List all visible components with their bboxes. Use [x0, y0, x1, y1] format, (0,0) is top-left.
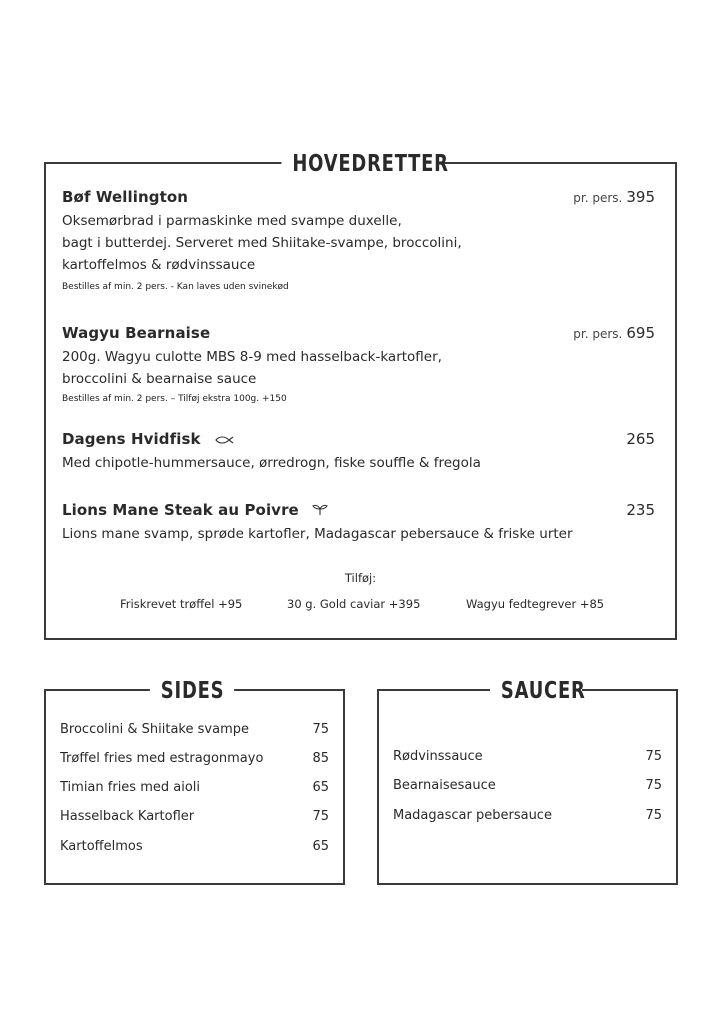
side-price: 75	[312, 809, 329, 824]
dish-name: Lions Mane Steak au Poivre	[62, 501, 299, 519]
sides-title: SIDES	[150, 677, 234, 705]
side-price: 65	[312, 839, 329, 854]
dish-name-wrap	[62, 430, 234, 449]
dish-name: Bøf Wellington	[62, 188, 189, 206]
side-label: Broccolini & Shiitake svampe	[60, 722, 249, 737]
price-unit: pr. pers.	[573, 191, 623, 205]
side-label: Timian fries med aioli	[60, 780, 201, 795]
sprout-icon	[312, 502, 328, 520]
addon-item: Wagyu fedtegrever +85	[466, 597, 605, 611]
dish-price	[573, 188, 655, 206]
addon-item: 30 g. Gold caviar +395	[287, 597, 421, 611]
addon-item: Friskrevet trøffel +95	[120, 597, 243, 611]
dish-name: Dagens Hvidfisk	[62, 430, 201, 448]
sauce-price: 75	[645, 808, 662, 823]
side-price: 85	[312, 751, 329, 766]
dish-price	[573, 324, 655, 342]
main-courses-title: HOVEDRETTER	[281, 150, 440, 178]
price-value: 695	[626, 324, 655, 342]
price-unit: pr. pers.	[573, 327, 623, 341]
sauce-label: Bearnaisesauce	[393, 778, 496, 793]
dish-desc-line: Oksemørbrad i parmaskinke med svampe duxelle,	[62, 213, 402, 229]
dish-note: Bestilles af min. 2 pers. - Kan laves uden svinekød	[62, 282, 289, 292]
side-label: Hasselback Kartofler	[60, 809, 195, 824]
dish-desc-line: Lions mane svamp, sprøde kartofler, Madagascar pebersauce & friske urter	[62, 526, 573, 542]
sauce-price: 75	[645, 749, 662, 764]
side-label: Kartoffelmos	[60, 839, 143, 854]
sauce-label: Rødvinssauce	[393, 749, 483, 764]
price-value: 395	[626, 188, 655, 206]
dish-note: Bestilles af min. 2 pers. – Tilføj ekstra 100g. +150	[62, 394, 287, 404]
sides-box	[44, 678, 345, 885]
saucer-box	[377, 678, 678, 885]
sauce-price: 75	[645, 778, 662, 793]
dish-name-wrap	[62, 501, 328, 520]
side-price: 65	[312, 780, 329, 795]
dish-price: 235	[626, 501, 655, 519]
dish-name: Wagyu Bearnaise	[62, 324, 211, 342]
side-label: Trøffel fries med estragonmayo	[60, 751, 264, 766]
fish-icon	[214, 431, 234, 449]
dish-desc-line: broccolini & bearnaise sauce	[62, 371, 257, 387]
dish-desc-line: Med chipotle-hummersauce, ørredrogn, fiske souffle & fregola	[62, 455, 481, 471]
main-courses-box	[44, 151, 677, 640]
dish-price: 265	[626, 430, 655, 448]
dish-desc-line: 200g. Wagyu culotte MBS 8-9 med hasselback-kartofler,	[62, 349, 442, 365]
dish-desc-line: kartoffelmos & rødvinssauce	[62, 257, 256, 273]
sauce-label: Madagascar pebersauce	[393, 808, 552, 823]
dish-desc-line: bagt i butterdej. Serveret med Shiitake-svampe, broccolini,	[62, 235, 462, 251]
saucer-title: SAUCER	[490, 677, 582, 705]
side-price: 75	[312, 722, 329, 737]
addons-title: Tilføj:	[344, 571, 377, 585]
